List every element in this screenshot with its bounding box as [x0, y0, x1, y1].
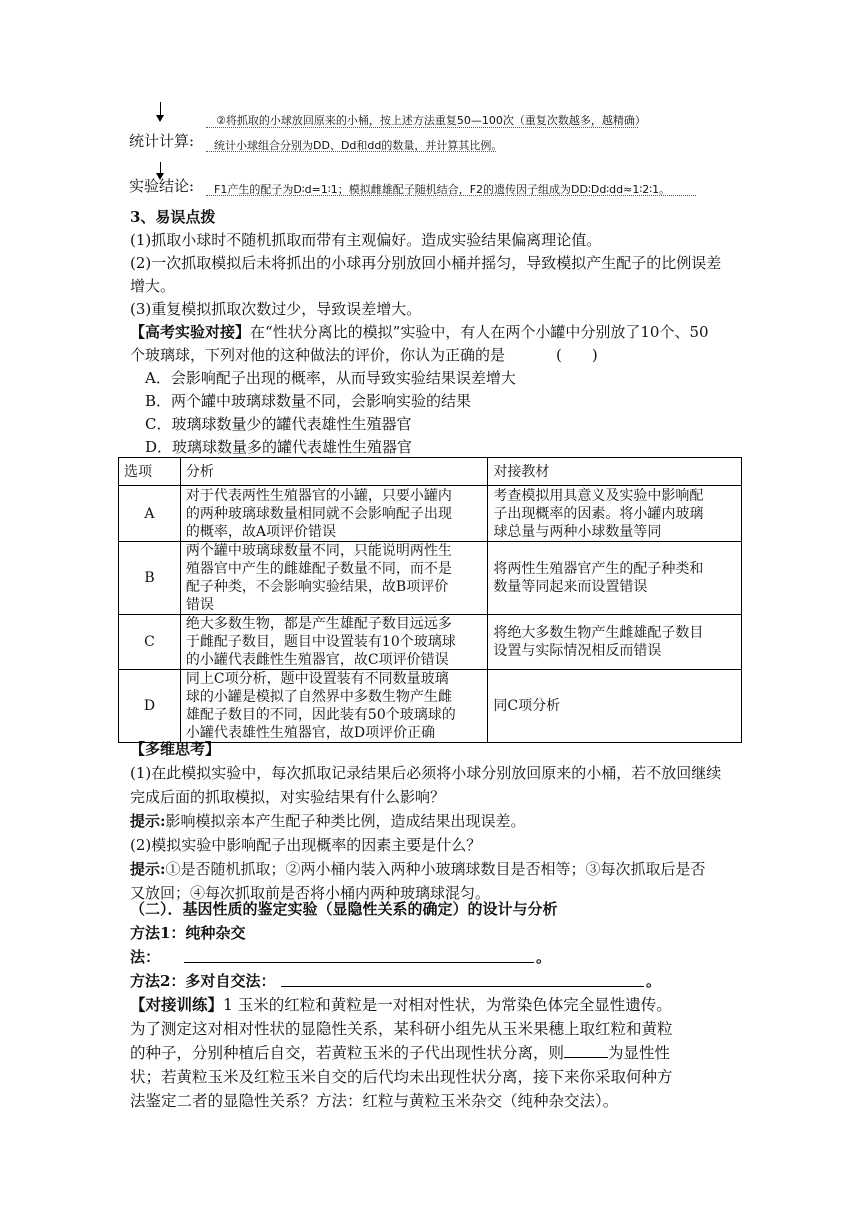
table-option: C: [119, 615, 181, 670]
section2-heading: （二）．基因性质的鉴定实验（显隐性关系的确定）的设计与分析: [130, 900, 558, 918]
think-answer-2: 提示:①是否随机抓取；②两小桶内装入两种小玻璃球数目是否相等；③每次抓取后是否: [130, 860, 706, 878]
training-tag: 【对接训练】: [130, 995, 224, 1014]
table-row: [119, 486, 742, 542]
think-question-2: (2)模拟实验中影响配子出现概率的因素主要是什么？: [130, 836, 482, 854]
table-header: 选项: [119, 458, 181, 486]
error-item: (3)重复模拟抓取次数过少，导致误差增大。: [130, 300, 422, 318]
exam-tag: 【高考实验对接】: [130, 323, 251, 341]
table-analysis: 对于代表两性生殖器官的小罐，只要小罐内 的两种玻璃球数量相同就不会影响配子出现 的概率，故A项评价错误: [180, 486, 487, 542]
flow-divider-1: [206, 127, 638, 128]
method1-title: 方法1：纯种杂交: [130, 924, 246, 942]
exam-question-line1: [130, 321, 709, 344]
training-line1: 【对接训练】1 玉米的红粒和黄粒是一对相对性状，为常染色体完全显性遗传。: [130, 995, 672, 1014]
exam-option: C．玻璃球数量少的罐代表雄性生殖器官: [145, 415, 412, 433]
think-answer-1: 提示:影响模拟亲本产生配子种类比例，造成结果出现误差。: [130, 812, 526, 830]
method2-answer-blank[interactable]: [281, 986, 644, 987]
table-row: [119, 615, 742, 670]
training-line2: 为了测定这对相对性状的显隐性关系，某科研小组先从玉米果穗上取红粒和黄粒: [130, 1020, 673, 1038]
table-analysis: 同上C项分析，题中设置装有不同数量玻璃 球的小罐是模拟了自然界中多数生物产生雌 雄配子数目的不同，因此装有50个玻璃球的 小罐代表雄性生殖器官，故D项评价正确: [180, 670, 487, 743]
flow-conclusion-text: F1产生的配子为D∶d=1∶1；模拟雌雄配子随机结合，F2的遗传因子组成为DD∶Dd∶dd≈1∶2∶1。: [214, 183, 671, 196]
exam-question-text: 个玻璃球，下列对他的这种做法的评价，你认为正确的是: [130, 346, 506, 364]
hint-label: 提示:: [130, 812, 166, 830]
table-textbook: 将两性生殖器官产生的配子种类和 数量等同起来而设置错误: [488, 542, 742, 615]
table-analysis: 两个罐中玻璃球数量不同，只能说明两性生 殖器官中产生的雌雄配子数量不同，而不是 配子种类，不会影响实验结果，故B项评价 错误: [180, 542, 487, 615]
table-textbook: 同C项分析: [488, 670, 742, 743]
flow-divider-2: [206, 151, 496, 152]
table-option: B: [119, 542, 181, 615]
error-item: (1)抓取小球时不随机抓取而带有主观偏好。造成实验结果偏离理论值。: [130, 231, 602, 249]
training-line3: 的种子，分别种植后自交，若黄粒玉米的子代出现性状分离，则 为显性性: [130, 1044, 671, 1062]
think-heading: 【多维思考】: [130, 740, 221, 758]
table-option: D: [119, 670, 181, 743]
method1-answer-blank[interactable]: [184, 962, 534, 963]
table-analysis: 绝大多数生物，都是产生雄配子数目远远多 于雌配子数目，题目中设置装有10个玻璃球 的小罐代表雌性生殖器官，故C项评价错误: [180, 615, 487, 670]
training-line4: 状；若黄粒玉米及红粒玉米自交的后代均未出现性状分离，接下来你采取何种方: [130, 1068, 673, 1086]
table-header: 分析: [180, 458, 487, 486]
exam-question-line2: [130, 344, 505, 367]
think-question-1-cont: 完成后面的抓取模拟，对实验结果有什么影响？: [130, 788, 446, 806]
training-answer-blank[interactable]: [564, 1043, 608, 1058]
method2-period: 。: [646, 972, 662, 990]
table-row: [119, 670, 742, 743]
exam-option: B．两个罐中玻璃球数量不同，会影响实验的结果: [145, 392, 472, 410]
think-answer-2-cont: 又放回；④每次抓取前是否将小桶内两种玻璃球混匀。: [130, 884, 491, 902]
flow-calc-label: 统计计算:: [129, 132, 195, 150]
method1-period: 。: [536, 948, 552, 966]
error-item: 增大。: [130, 277, 176, 295]
method1-fa: 法：: [130, 948, 161, 966]
table-option: A: [119, 486, 181, 542]
error-item: (2)一次抓取模拟后未将抓出的小球再分别放回小桶并摇匀，导致模拟产生配子的比例误差: [130, 254, 722, 272]
exam-option: A．会影响配子出现的概率，从而导致实验结果误差增大: [145, 369, 516, 387]
exam-question-text: 在“性状分离比的模拟”实验中，有人在两个小罐中分别放了10个、50: [250, 323, 709, 341]
flow-step-repeat: ②将抓取的小球放回原来的小桶，按上述方法重复50—100次（重复次数越多，越精确）: [216, 114, 646, 127]
table-textbook: 将绝大多数生物产生雌雄配子数目 设置与实际情况相反而错误: [488, 615, 742, 670]
flow-divider-3: [206, 195, 696, 196]
hint-label: 提示:: [130, 860, 166, 878]
errors-heading: 3、易误点拨: [130, 208, 216, 226]
exam-option: D．玻璃球数量多的罐代表雄性生殖器官: [145, 438, 413, 456]
think-question-1: (1)在此模拟实验中，每次抓取记录结果后必须将小球分别放回原来的小桶，若不放回继续: [130, 764, 722, 782]
table-textbook: 考查模拟用具意义及实验中影响配 子出现概率的因素。将小罐内玻璃 球总量与两种小球数量等同: [488, 486, 742, 542]
analysis-table: [118, 457, 742, 743]
training-line5: 法鉴定二者的显隐性关系？方法：红粒与黄粒玉米杂交（纯种杂交法）。: [130, 1092, 619, 1110]
table-row: [119, 542, 742, 615]
table-header: 对接教材: [488, 458, 742, 486]
method2-title: 方法2：多对自交法：: [130, 972, 276, 990]
exam-answer-paren: ( ): [556, 346, 598, 364]
flow-conclusion-label: 实验结论:: [129, 177, 195, 195]
flow-calc-text: 统计小球组合分别为DD、Dd和dd的数量，并计算其比例。: [214, 139, 503, 152]
